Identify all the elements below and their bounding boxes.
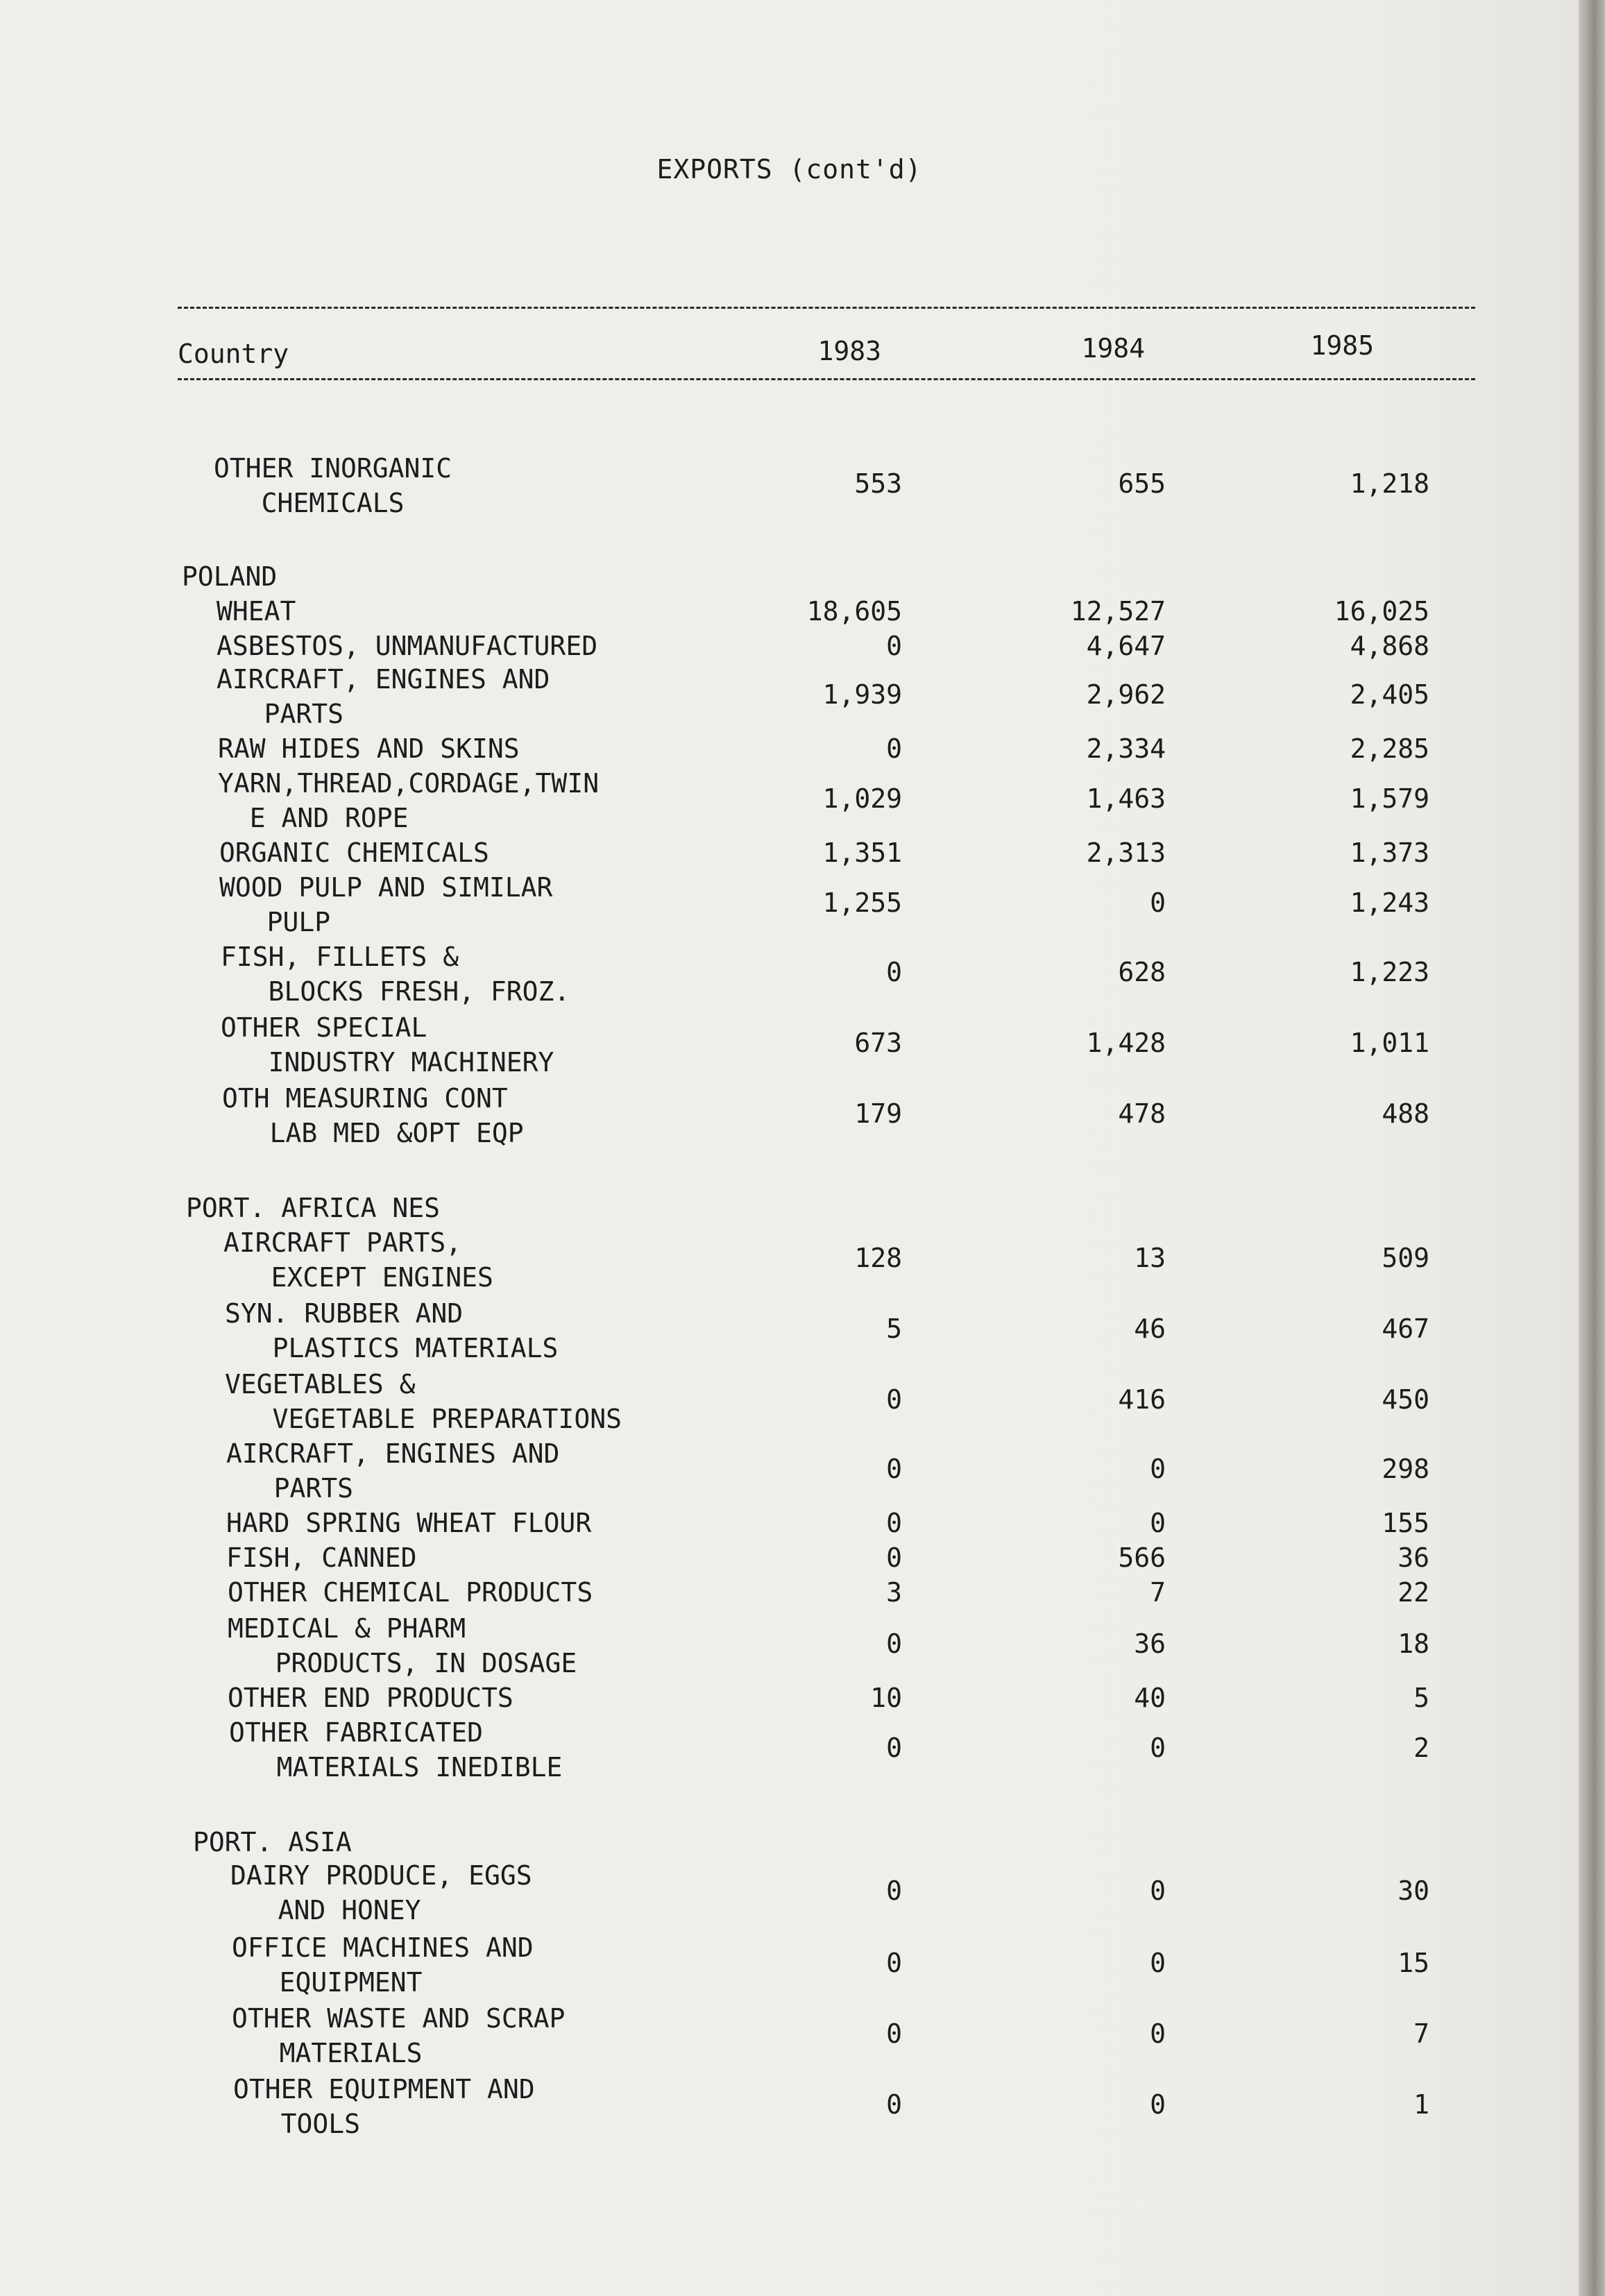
table-row [0, 1858, 1579, 1928]
value-1983: 1,939 [822, 679, 902, 710]
value-1983: 0 [886, 1542, 902, 1573]
value-1984: 46 [1134, 1313, 1166, 1344]
value-1985: 18 [1398, 1629, 1429, 1659]
value-1985: 488 [1382, 1098, 1429, 1129]
value-1985: 4,868 [1350, 631, 1429, 661]
value-1985: 1,011 [1350, 1028, 1429, 1058]
commodity-label: YARN,THREAD,CORDAGE,TWIN E AND ROPE [218, 768, 600, 833]
commodity-label: RAW HIDES AND SKINS [218, 733, 520, 764]
value-1983: 0 [886, 1948, 902, 1978]
commodity-label: ASBESTOS, UNMANUFACTURED [216, 631, 598, 661]
value-1984: 40 [1134, 1683, 1166, 1713]
table-row [0, 1611, 1579, 1681]
commodity-label: ORGANIC CHEMICALS [219, 837, 489, 868]
value-1983: 0 [886, 1384, 902, 1415]
commodity-label: WOOD PULP AND SIMILAR PULP [219, 872, 553, 937]
value-1985: 15 [1398, 1948, 1429, 1978]
value-1984: 478 [1118, 1098, 1166, 1129]
value-1984: 2,334 [1086, 733, 1166, 764]
table-row [0, 1296, 1579, 1366]
table-row [0, 451, 1579, 520]
value-1985: 298 [1382, 1454, 1429, 1484]
value-1983: 3 [886, 1577, 902, 1608]
value-1983: 0 [886, 1454, 902, 1484]
value-1984: 2,962 [1086, 679, 1166, 710]
value-1984: 36 [1134, 1629, 1166, 1659]
commodity-label: AIRCRAFT, ENGINES AND PARTS [216, 664, 550, 729]
table-row [0, 2072, 1579, 2141]
value-1983: 18,605 [806, 596, 902, 627]
country-heading: PORT. ASIA [193, 1827, 352, 1857]
column-header-1985: 1985 [1310, 330, 1374, 361]
value-1984: 1,428 [1086, 1028, 1166, 1058]
value-1985: 36 [1398, 1542, 1429, 1573]
value-1983: 1,351 [822, 837, 902, 868]
value-1983: 0 [886, 1629, 902, 1659]
value-1983: 0 [886, 2018, 902, 2049]
commodity-label: OTH MEASURING CONT LAB MED &OPT EQP [222, 1083, 524, 1148]
value-1983: 0 [886, 631, 902, 661]
table-row [0, 766, 1579, 835]
value-1985: 2,285 [1350, 733, 1429, 764]
value-1984: 0 [1150, 1948, 1166, 1978]
table-row [0, 1436, 1579, 1506]
commodity-label: OTHER CHEMICAL PRODUCTS [228, 1577, 593, 1608]
commodity-label: HARD SPRING WHEAT FLOUR [226, 1508, 592, 1538]
column-header-1983: 1983 [817, 336, 881, 366]
value-1983: 673 [854, 1028, 902, 1058]
value-1983: 0 [886, 733, 902, 764]
value-1984: 4,647 [1086, 631, 1166, 661]
country-heading: PORT. AFRICA NES [186, 1193, 441, 1223]
value-1985: 2 [1413, 1733, 1429, 1763]
table-row [0, 870, 1579, 939]
value-1985: 450 [1382, 1384, 1429, 1415]
commodity-label: FISH, CANNED [226, 1542, 417, 1573]
value-1983: 10 [870, 1683, 902, 1713]
value-1984: 0 [1150, 1508, 1166, 1538]
commodity-label: WHEAT [216, 596, 296, 627]
value-1985: 7 [1413, 2018, 1429, 2049]
value-1985: 509 [1382, 1243, 1429, 1273]
value-1984: 416 [1118, 1384, 1166, 1415]
table-row [0, 1930, 1579, 2000]
value-1985: 1,373 [1350, 837, 1429, 868]
value-1983: 0 [886, 957, 902, 987]
value-1984: 12,527 [1070, 596, 1166, 627]
table-row [0, 1367, 1579, 1436]
value-1983: 0 [886, 1876, 902, 1906]
value-1983: 1,029 [822, 783, 902, 814]
value-1983: 0 [886, 1508, 902, 1538]
commodity-label: FISH, FILLETS & BLOCKS FRESH, FROZ. [221, 942, 570, 1007]
value-1984: 0 [1150, 1454, 1166, 1484]
value-1985: 30 [1398, 1876, 1429, 1906]
value-1985: 1,218 [1350, 468, 1429, 499]
country-heading: POLAND [182, 561, 278, 592]
commodity-label: OTHER EQUIPMENT AND TOOLS [233, 2074, 535, 2139]
value-1985: 1,223 [1350, 957, 1429, 987]
commodity-label: OTHER END PRODUCTS [228, 1683, 513, 1713]
value-1984: 2,313 [1086, 837, 1166, 868]
table-row [0, 662, 1579, 731]
column-header-country: Country [178, 339, 289, 369]
value-1983: 0 [886, 2089, 902, 2120]
value-1984: 0 [1150, 887, 1166, 918]
value-1983: 179 [854, 1098, 902, 1129]
page-edge-shadow [1579, 0, 1605, 2296]
value-1985: 1 [1413, 2089, 1429, 2120]
value-1984: 566 [1118, 1542, 1166, 1573]
commodity-label: OTHER WASTE AND SCRAP MATERIALS [232, 2003, 566, 2068]
commodity-label: OFFICE MACHINES AND EQUIPMENT [232, 1932, 534, 1998]
commodity-label: OTHER FABRICATED MATERIALS INEDIBLE [229, 1717, 563, 1783]
value-1985: 155 [1382, 1508, 1429, 1538]
value-1984: 0 [1150, 2089, 1166, 2120]
value-1985: 5 [1413, 1683, 1429, 1713]
value-1985: 2,405 [1350, 679, 1429, 710]
table-row [0, 1081, 1579, 1150]
value-1983: 128 [854, 1243, 902, 1273]
value-1984: 655 [1118, 468, 1166, 499]
commodity-label: VEGETABLES & VEGETABLE PREPARATIONS [225, 1369, 622, 1434]
commodity-label: AIRCRAFT PARTS, EXCEPT ENGINES [223, 1227, 493, 1293]
commodity-label: SYN. RUBBER AND PLASTICS MATERIALS [225, 1298, 559, 1363]
value-1983: 0 [886, 1733, 902, 1763]
value-1984: 0 [1150, 1733, 1166, 1763]
table-row [0, 2001, 1579, 2070]
value-1984: 1,463 [1086, 783, 1166, 814]
value-1984: 7 [1150, 1577, 1166, 1608]
table-row [0, 1010, 1579, 1080]
header-top-rule [178, 307, 1475, 309]
commodity-label: MEDICAL & PHARM PRODUCTS, IN DOSAGE [228, 1613, 577, 1678]
value-1985: 467 [1382, 1313, 1429, 1344]
value-1984: 0 [1150, 2018, 1166, 2049]
value-1983: 5 [886, 1313, 902, 1344]
value-1983: 553 [854, 468, 902, 499]
value-1984: 0 [1150, 1876, 1166, 1906]
value-1985: 1,579 [1350, 783, 1429, 814]
value-1983: 1,255 [822, 887, 902, 918]
value-1985: 16,025 [1334, 596, 1429, 627]
table-row [0, 1225, 1579, 1295]
header-bottom-rule [178, 378, 1475, 380]
table-row [0, 939, 1579, 1009]
commodity-label: AIRCRAFT, ENGINES AND PARTS [226, 1438, 560, 1504]
page-title: EXPORTS (cont'd) [656, 154, 922, 185]
commodity-label: OTHER SPECIAL INDUSTRY MACHINERY [221, 1012, 554, 1078]
commodity-label: OTHER INORGANIC CHEMICALS [214, 453, 452, 518]
value-1985: 1,243 [1350, 887, 1429, 918]
value-1984: 628 [1118, 957, 1166, 987]
column-header-1984: 1984 [1081, 333, 1145, 364]
value-1984: 13 [1134, 1243, 1166, 1273]
table-row [0, 1715, 1579, 1785]
value-1985: 22 [1398, 1577, 1429, 1608]
commodity-label: DAIRY PRODUCE, EGGS AND HONEY [230, 1860, 532, 1925]
